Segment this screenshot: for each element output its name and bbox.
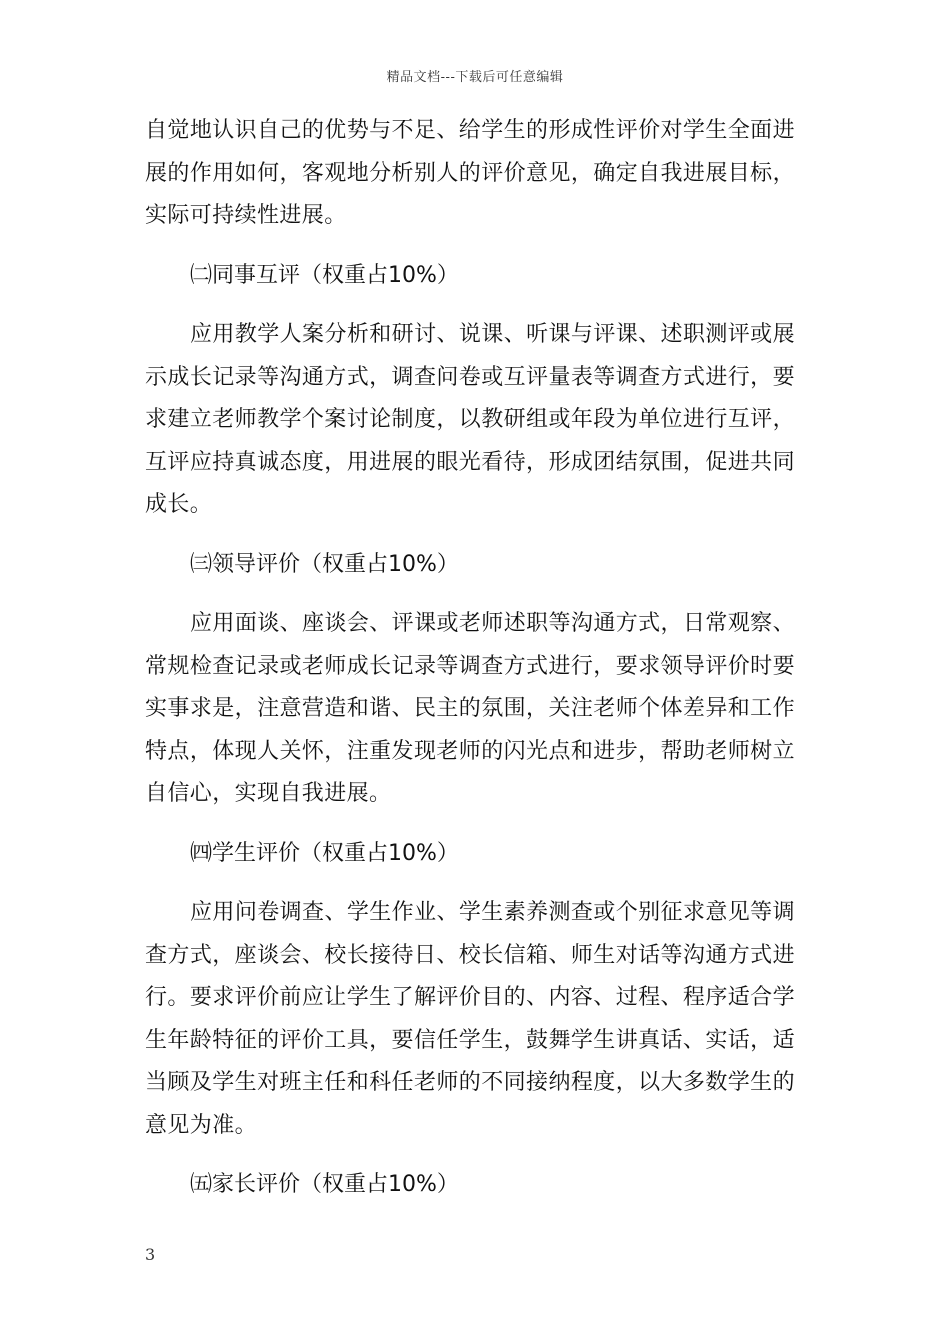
paragraph-leader-review: 应用面谈、座谈会、评课或老师述职等沟通方式，日常观察、常规检查记录或老师成长记录等调查方式进行，要求领导评价时要实事求是，注意营造和谐、民主的氛围，关注老师个体差异和工作特点，体现人关怀，注重发现老师的闪光点和进步，帮助老师树立自信心，实现自我进展。: [145, 611, 795, 806]
spacer: [145, 586, 795, 603]
paragraph-peer-review: 应用教学人案分析和研讨、说课、听课与评课、述职测评或展示成长记录等沟通方式，调查问卷或互评量表等调查方式进行，要求建立老师教学个案讨论制度，以教研组或年段为单位进行互评，互评应持真诚态度，用进展的眼光看待，形成团结氛围，促进共同成长。: [145, 322, 795, 517]
section-heading-peer-review: ㈡同事互评（权重占10%）: [190, 262, 459, 288]
section-heading-parent-review: ㈤家长评价（权重占10%）: [190, 1172, 459, 1197]
section-heading-student-review: ㈣学生评价（权重占10%）: [190, 840, 459, 866]
spacer: [145, 816, 795, 833]
spacer: [145, 297, 795, 314]
spacer: [145, 527, 795, 544]
paragraph-student-review: 应用问卷调查、学生作业、学生素养测查或个别征求意见等调查方式，座谈会、校长接待日、校长信箱、师生对话等沟通方式进行。要求评价前应让学生了解评价目的、内容、过程、程序适合学生年龄特征的评价工具，要信任学生，鼓舞学生讲真话、实话，适当顾及学生对班主任和科任老师的不同接纳程度，以大多数学生的意见为准。: [145, 900, 795, 1138]
spacer: [145, 238, 795, 255]
page-header: 精品文档---下载后可任意编辑: [386, 70, 564, 85]
spacer: [145, 875, 795, 892]
paragraph-self-assessment-end: 自觉地认识自己的优势与不足、给学生的形成性评价对学生全面进展的作用如何，客观地分析别人的评价意见，确定自我进展目标，实际可持续性进展。: [145, 118, 795, 228]
spacer: [145, 1147, 795, 1164]
document-body: [145, 110, 795, 1207]
section-heading-leader-review: ㈢领导评价（权重占10%）: [190, 551, 459, 577]
page-number: 3: [145, 1245, 156, 1264]
